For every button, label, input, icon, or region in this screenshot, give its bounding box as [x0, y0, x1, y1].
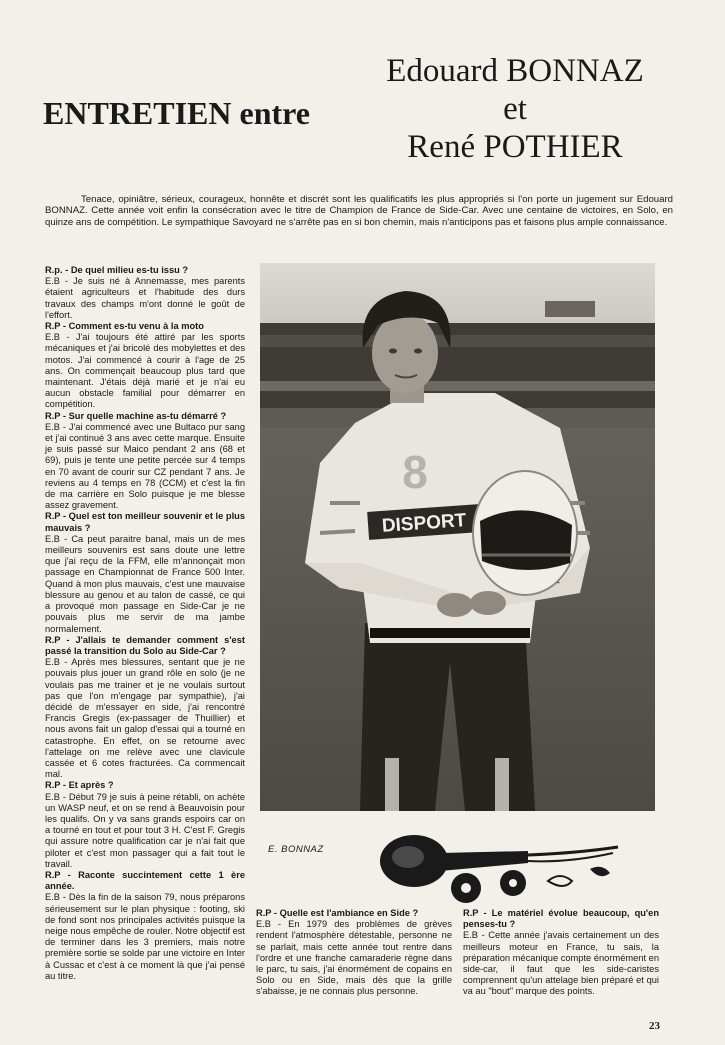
headline-name-bonnaz: Edouard BONNAZ [386, 53, 644, 89]
interview-block [45, 635, 245, 781]
rider-photo-illustration [260, 263, 655, 811]
microphone-illustration [378, 833, 628, 905]
interview-column-left [45, 265, 245, 982]
intro-paragraph: Tenace, opiniâtre, sérieux, courageux, honnête et discrét sont les qualificatifs les plus appropriés si l'on porte un jugement sur Edouard BONNAZ. Cette année voit enfin la consécration avec le titre de Champion de France de Side-Car. Avec une centaine de victoires, en Solo, en quinze ans de compétition. Le sympathique Savoyard ne s'arrête pas en si bon chemin, mais n'anticipons pas et faisons plus ample connaissance. [45, 194, 673, 228]
interview-question: R.P - Et après ? [45, 780, 114, 791]
interview-answer: E.B - Début 79 je suis à peine rétabli, on achète un WASP neuf, et on se rend à Beauvoisin pour les qualifs. On y va sans grands espoirs car on a tourné en tout et pour tout 3 H. C'est F. Gregis qui assure notre qualification car je n'ai fait que piloter et c'est mon passager qui a fait tout le travail. [45, 791, 245, 869]
interview-question: R.P - J'allais te demander comment s'est passé la transition du Solo au Side-Car ? [45, 634, 245, 656]
interview-block [45, 411, 245, 512]
photo-caption: E. BONNAZ [268, 844, 324, 855]
rider-hand-right [470, 591, 506, 615]
headline-entretien: ENTRETIEN entre [43, 95, 310, 131]
interview-question: R.P - Sur quelle machine as-tu démarré ? [45, 410, 227, 421]
interview-answer: E.B - Après mes blessures, sentant que je ne pouvais plus jouer un grand rôle en solo (je ne voulais pas me trainer et je ne voulais surtout pas que l'on m'engage par sympathie), j'ai décidé de m'essayer en side, j'ai rencontré Francis Gregis (ex-passager de Thuillier) et nous avons fait un galop d'essai qui a tourné en catastrophe. En effet, on se retourne avec l'attelage on me relève avec une clavicule cassée et 6 cotes fracturées. Ca commencait mal. [45, 657, 245, 780]
interview-answer: E.B - Je suis né à Annemasse, mes parents étaient agriculteurs et l'habitude des durs travaux des champs m'ont donné le goût de l'effort. [45, 276, 245, 320]
rider-hand-left [437, 593, 473, 617]
page-number: 23 [649, 1020, 660, 1032]
jersey-logo: DISPORT [381, 510, 467, 537]
interview-column-middle [256, 908, 452, 998]
interview-answer: E.B - Cette année j'avais certainement un des meilleurs moteur en France, tu sais, la préparation mécanique compte énormément en side-car, il faut que les side-caristes comprennent qu'un attelage bien préparé et qui va au "bout" marque des points. [463, 930, 659, 997]
rider-face [372, 313, 438, 393]
rider-photo [260, 263, 655, 811]
headline-et: et [503, 91, 527, 127]
interview-block [45, 265, 245, 321]
interview-question: R.P - Raconte succintement cette 1 ère année. [45, 869, 245, 892]
interview-block [45, 511, 245, 634]
interview-answer: E.B - Ca peut paraitre banal, mais un de mes meilleurs souvenirs est sans doute une lettre que j'ai reçu de la FFM, elle m'annonçait mon passage en Championnat de France 500 Inter. Quand à mon plus mauvais, c'est une mauvaise blessure au genou et au talon de cassé, ce qui a provoqué mon passage en Side-Car je ne pouvais plus me servir de ma jambe normalement. [45, 533, 245, 634]
interview-block [45, 321, 245, 411]
helmet-visor [480, 510, 572, 570]
interview-block [45, 780, 245, 870]
headline-name-pothier: René POTHIER [407, 129, 623, 165]
rider-belt [370, 628, 530, 638]
interview-column-right [463, 908, 659, 998]
interview-question: R.P - Le matériel évolue beaucoup, qu'en penses-tu ? [463, 908, 659, 930]
grandstand-roof [545, 301, 595, 317]
interview-block [45, 870, 245, 982]
interview-question: R.P - Quelle est l'ambiance en Side ? [256, 908, 419, 918]
jersey-number: 8 [402, 446, 428, 498]
interview-answer: E.B - J'ai commencé avec une Bultaco pur sang et j'ai continué 3 ans avec cette marque. Ensuite je suis passé sur Maico pendant 2 ans (68 et 69), puis je tente une petite percée sur 4 temps en 70 avant de courir sur CZ pendant 7 ans. Je reviens au 4 temps en 78 (CCM) et c'est la fin de ma carrière en Solo puisque je me blesse assez gravement. [45, 421, 245, 511]
interview-answer: E.B - En 1979 des problèmes de grèves rendent l'atmosphère détestable, personne ne se parlait, mais cette année tout rentre dans l'ordre et une franche camaraderie règne dans le parc, tu sais, j'ai énormément de copains en Solo ou en Side, mais dès que la grille s'abaisse, je ne connais plus personne. [256, 919, 452, 997]
interview-answer: E.B - J'ai toujours été attiré par les sports mécaniques et j'ai bricolé des mobylettes et des motos. J'ai commencé à courir à l'age de 25 ans. On commençait beaucoup plus tard que maintenant. J'étais déjà marié et je n'ai eu aucun obstacle familial pour démarrer en compétition. [45, 332, 245, 410]
interview-question: R.p. - De quel milieu es-tu issu ? [45, 265, 189, 275]
interview-question: R.P - Quel est ton meilleur souvenir et le plus mauvais ? [45, 511, 245, 533]
interview-block [463, 908, 659, 998]
interview-block [256, 908, 452, 998]
headline-names [350, 52, 680, 166]
interview-answer: E.B - Dès la fin de la saison 79, nous préparons sérieusement sur le plan physique : footing, ski de fond sont nos principales activités puisque la neige nous empêche de rouler. Notre objectif est de terminer dans les 3 premiers, mais notre première sortie se solde par une victoire en Inter à Cussac et c'est à ce moment là que j'ai pensé au titre. [45, 892, 246, 981]
interview-question: R.P - Comment es-tu venu à la moto [45, 321, 204, 332]
